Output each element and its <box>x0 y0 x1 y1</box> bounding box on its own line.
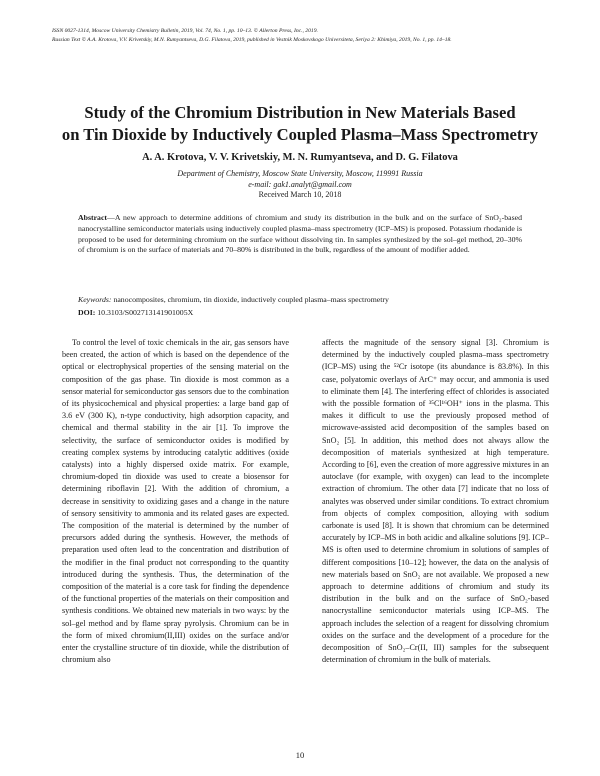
page-number: 10 <box>295 750 305 760</box>
keywords-label: Keywords: <box>78 295 112 304</box>
journal-header <box>52 27 552 45</box>
received-date: Received March 10, 2018 <box>258 190 342 199</box>
affiliation <box>30 168 570 190</box>
affiliation-department: Department of Chemistry, Moscow State University, Moscow, 119991 Russia <box>177 169 423 178</box>
doi <box>78 307 522 318</box>
doi-value: 10.3103/S002713141901005X <box>97 308 194 317</box>
abstract-label: Abstract <box>78 213 108 222</box>
article-title <box>30 102 570 146</box>
abstract <box>78 213 522 256</box>
body-column-right: affects the magnitude of the sensory signal [3]. Chromium is determined by the inductively coupled plasma–mass spectrometry (ICP–MS) using the ⁵²Cr isotope (its abundance is 83.8%). In this case, polyatomic overlays of ArC⁺ may occur, and ammonia is used to eliminate them [4]. The interfering effect of chlorides is associated with the possible formation of ³⁵Cl¹⁶OH⁺ ions in the plasma. This makes it difficult to use the previously proposed method of microwave-assisted acid decomposition of the samples based on SnO₂ [5]. In addition, this method does not always allow the decomposition of materials synthesized at high temperature. According to [6], even the creation of more aggressive mixtures in an autoclave (for example, with oxygen) can lead to the incomplete extraction of chromium. The other data [7] indicate that no loss of analytes was observed under similar conditions. To extract chromium from objects of complex composition, alloying with sodium carbonate is used [8]. It is shown that chromium can be determined accurately by ICP–MS in both acidic and alkaline solutions [9]. ICP–MS is often used to determine chromium in solutions of samples of different compositions [10–12]; however, the data on the analysis of new materials based on SnO₂ are not available. We proposed a new approach to determine additions of chromium and study its distribution in the bulk and on the surface of SnO₂-based nanocrystalline semiconductor materials using ICP–MS. The approach includes the selection of a reagent for dissolving chromium oxides on the surface and the development of a procedure for the decomposition of SnO₂–Cr(II, III) samples for the subsequent determination of chromium in the bulk of materials. <box>322 338 549 665</box>
body-column-left: To control the level of toxic chemicals in the air, gas sensors have been created, the action of which is based on the dependence of the optical or electrophysical properties of the sensing material on the composition of the gas phase. Tin dioxide is most common as a sensor material for semiconductor gas sensors due to the combination of its physicochemical and physical properties: a large band gap of 3.6 eV (300 K), n-type conductivity, high adsorption capacity, and chemical and thermal stability in the air [1]. To improve the selectivity, the surface of semiconductor oxides is modified by creating complex systems by introducing catalytic additives (oxide catalysts) into a highly dispersed oxide matrix. For example, chromium-doped tin dioxide was used to create a biosensor for determining riboflavin [2]. With the addition of chromium, a decrease in sensitivity to oxidizing gases and a change in the nature of sensory sensitivity to ammonia and its related gases are expected. The composition of the material is determined by the number of precursors added during the synthesis. However, the methods of preparation used often lead to the concentration and distribution of the modifier in the final product not corresponding to the quantity introduced during the synthesis. Thus, the determination of the composition of the material is a core task for finding the dependence of the functional properties of the materials on their composition and synthesis conditions. We obtained new materials in two ways: by the sol–gel method and by flame spray pyrolysis. Chromium can be in the form of mixed chromium(II,III) oxides on the surface and/or enter the crystalline structure of tin dioxide, while the distribution of chromium also <box>62 338 289 665</box>
title-line-2: on Tin Dioxide by Inductively Coupled Plasma–Mass Spectrometry <box>61 125 539 144</box>
keywords <box>78 294 522 305</box>
title-line-1: Study of the Chromium Distribution in New Materials Based <box>84 103 516 122</box>
keywords-text: nanocomposites, chromium, tin dioxide, inductively coupled plasma–mass spectrometry <box>113 295 389 304</box>
header-line-russian-text: Russian Text © A.A. Krotova, V.V. Krivetskiy, M.N. Rumyantseva, D.G. Filatova, 2019, published in Vestnik Moskovskogo Universiteta, Seriya 2: Khimiya, 2019, No. 1, pp. 14–18. <box>52 37 452 43</box>
author-list: A. A. Krotova, V. V. Krivetskiy, M. N. Rumyantseva, and D. G. Filatova <box>142 152 458 163</box>
doi-label: DOI: <box>78 308 96 317</box>
affiliation-email: e-mail: gak1.analyt@gmail.com <box>248 180 352 189</box>
header-line-issn: ISSN 0027-1314, Moscow University Chemistry Bulletin, 2019, Vol. 74, No. 1, pp. 10–13. © Allerton Press, Inc., 2019. <box>52 28 318 34</box>
abstract-text: —A new approach to determine additions of chromium and study its distribution in the bulk and on the surface of SnO₂-based nanocrystalline semiconductor materials using inductively coupled plasma–mass spectrometry (ICP–MS) is proposed. Potassium rhodanide is proposed to be used for determining chromium on the surface without dissolving tin. In samples synthesized by the sol–gel method, 20–30% of chromium is on the surface of materials and 70–80% is distributed in the bulk, regardless of the amount of modifier added. <box>78 213 522 255</box>
